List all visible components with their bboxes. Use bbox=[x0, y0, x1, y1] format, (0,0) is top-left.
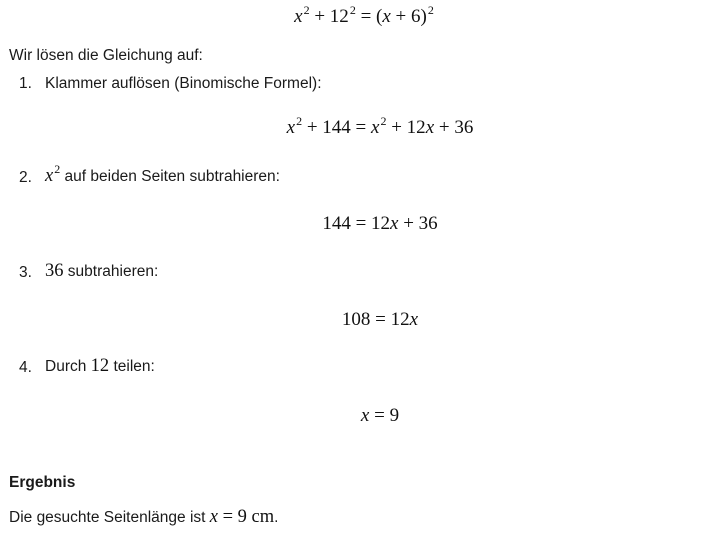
eq-top-exp1: 2 bbox=[303, 3, 310, 17]
eq1-mid2: + 12 bbox=[386, 117, 426, 138]
step-4-pre: Durch bbox=[45, 358, 91, 375]
equation-1 bbox=[0, 114, 720, 139]
eq2-var: x bbox=[390, 213, 399, 234]
result-var: x bbox=[209, 507, 218, 527]
eq-top-equals: = ( bbox=[355, 6, 383, 27]
eq4-var: x bbox=[360, 405, 370, 426]
eq2-right: + 36 bbox=[398, 213, 438, 234]
result-value: = 9 cm bbox=[218, 507, 275, 527]
step-3-text bbox=[45, 261, 158, 282]
step-3-num: 36 bbox=[45, 261, 64, 281]
eq-top-exp2: 2 bbox=[349, 3, 356, 17]
result-label: Die gesuchte Seitenlänge ist bbox=[9, 509, 210, 526]
result-heading: Ergebnis bbox=[9, 474, 76, 491]
eq2-left: 144 = 12 bbox=[322, 213, 391, 234]
result-end: . bbox=[274, 509, 279, 526]
step-1-number: 1. bbox=[19, 75, 32, 92]
step-4-num: 12 bbox=[90, 356, 110, 376]
eq-top-rest: + 6) bbox=[390, 6, 427, 27]
equation-2 bbox=[0, 213, 720, 235]
eq1-exp2: 2 bbox=[380, 114, 387, 128]
eq-top-var2: x bbox=[382, 6, 391, 27]
eq1-var-c: x bbox=[425, 117, 435, 138]
equation-4 bbox=[0, 405, 720, 427]
eq3-left: 108 = 12 bbox=[341, 309, 410, 330]
eq1-end: + 36 bbox=[434, 117, 474, 138]
result-text bbox=[9, 507, 278, 528]
step-2-number: 2. bbox=[19, 169, 32, 186]
step-2-text bbox=[45, 162, 280, 187]
eq-top-var: x bbox=[294, 6, 303, 27]
step-3-number: 3. bbox=[19, 264, 32, 281]
step-4-label: teilen: bbox=[109, 358, 155, 375]
intro-text: Wir lösen die Gleichung auf: bbox=[9, 47, 203, 64]
eq1-var-a: x bbox=[286, 117, 296, 138]
step-1-text: Klammer auflösen (Binomische Formel): bbox=[45, 75, 322, 92]
step-4-number: 4. bbox=[19, 359, 32, 376]
step-3-label: subtrahieren: bbox=[63, 263, 159, 280]
eq1-mid: + 144 = bbox=[302, 117, 372, 138]
equation-top bbox=[0, 3, 720, 28]
step-2-label: auf beiden Seiten subtrahieren: bbox=[60, 168, 280, 185]
equation-3 bbox=[0, 309, 720, 331]
eq3-var: x bbox=[409, 309, 419, 330]
eq1-exp1: 2 bbox=[296, 114, 303, 128]
eq-top-plus: + 12 bbox=[309, 6, 349, 27]
step-4-text bbox=[45, 356, 155, 377]
eq4-right: = 9 bbox=[369, 405, 400, 426]
step-2-exp: 2 bbox=[54, 162, 61, 176]
eq-top-exp3: 2 bbox=[427, 3, 434, 17]
eq1-var-b: x bbox=[371, 117, 380, 138]
step-2-var: x bbox=[45, 166, 54, 186]
